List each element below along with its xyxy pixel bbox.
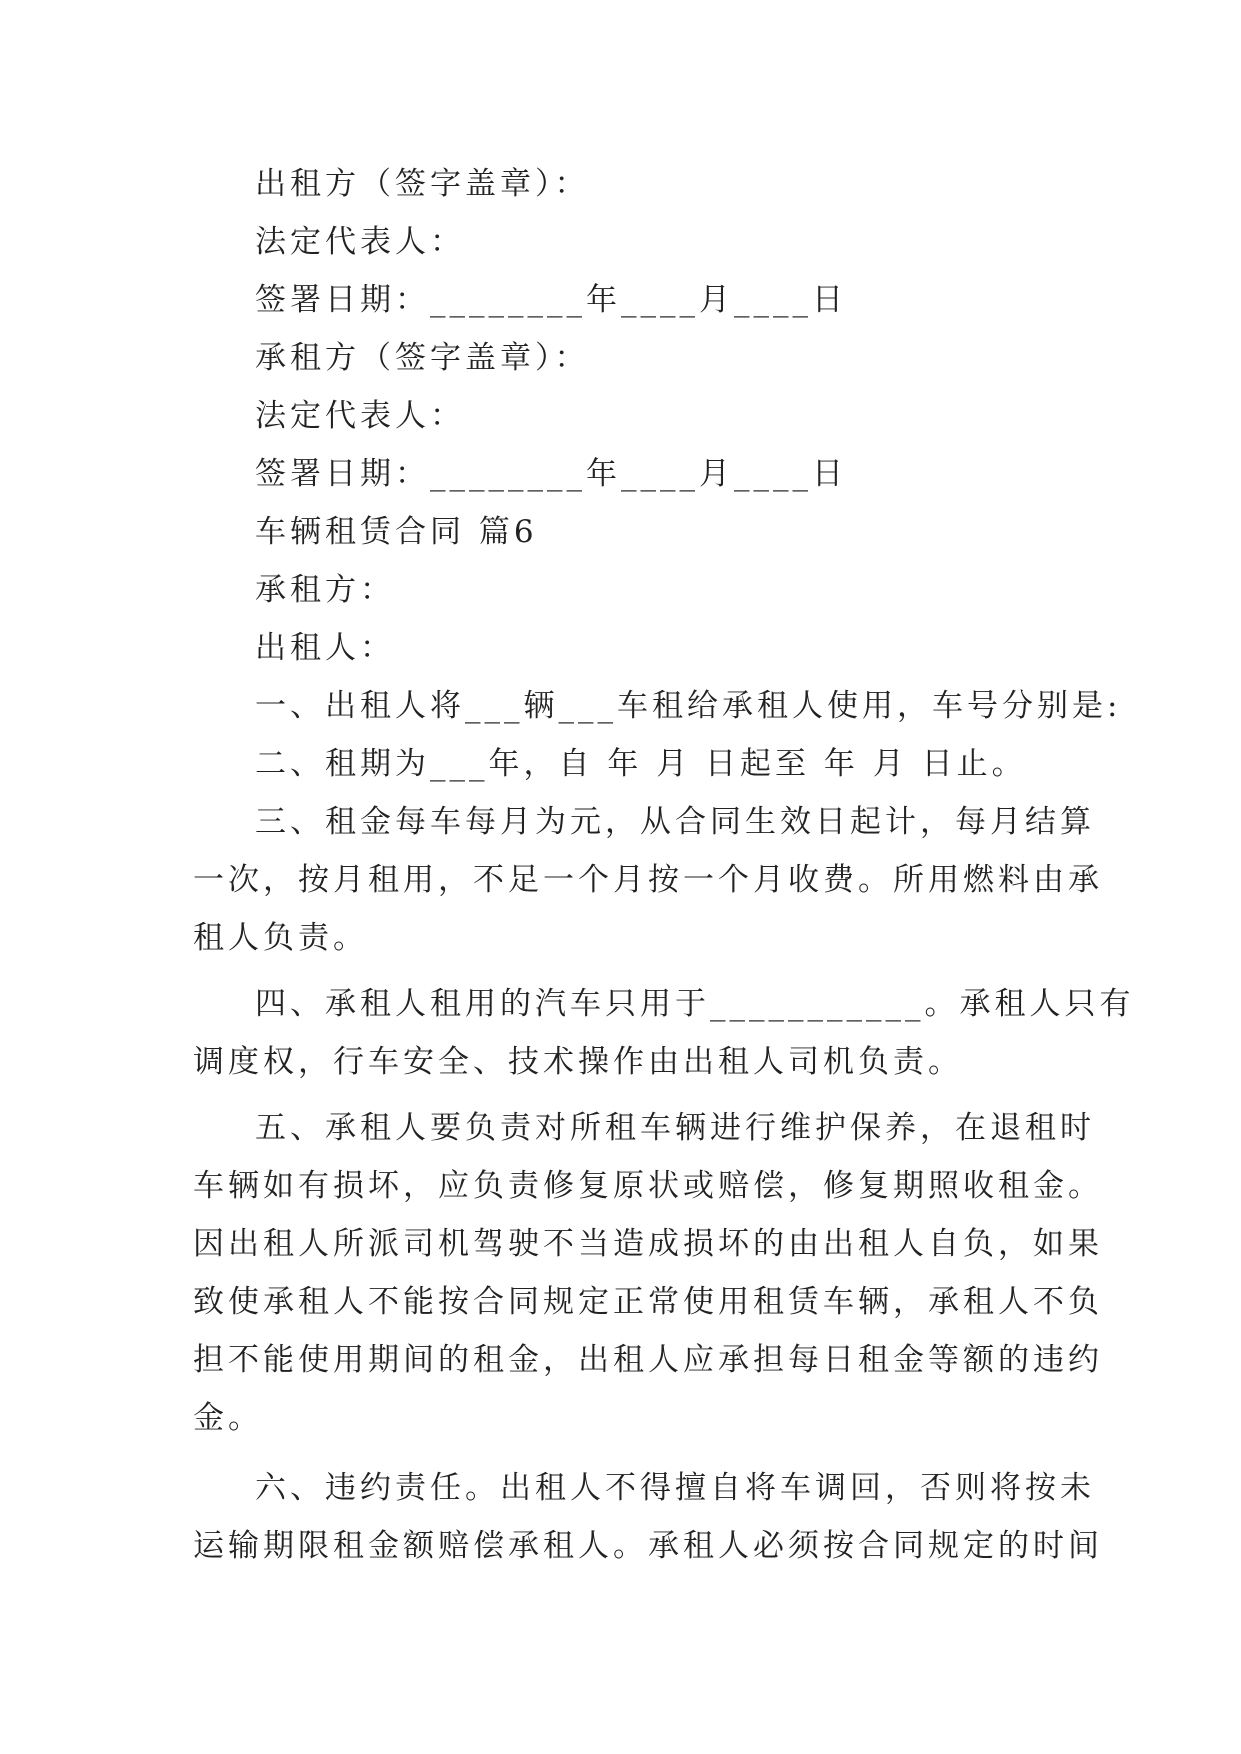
lessee-legal-rep-line: 法定代表人： (255, 398, 465, 434)
lessee-label: 承租方： (255, 572, 395, 608)
lessee-signature-line: 承租方（签字盖章）： (255, 340, 590, 376)
lessor-legal-rep-line: 法定代表人： (255, 224, 465, 260)
clause-5-line: 金。 (193, 1400, 263, 1436)
clause-4-line: 四、承租人租用的汽车只用于___________。承租人只有 (255, 986, 1135, 1022)
clause-6-line: 运输期限租金额赔偿承租人。承租人必须按合同规定的时间 (193, 1528, 1103, 1564)
section-title: 车辆租赁合同 篇6 (255, 514, 538, 550)
lessor-label: 出租人： (255, 630, 395, 666)
clause-3-line: 三、租金每车每月为元，从合同生效日起计，每月结算 (255, 804, 1095, 840)
clause-5-line: 致使承租人不能按合同规定正常使用租赁车辆，承租人不负 (193, 1284, 1103, 1320)
lessor-signature-line: 出租方（签字盖章）： (255, 166, 590, 202)
clause-5-line: 五、承租人要负责对所租车辆进行维护保养，在退租时 (255, 1110, 1095, 1146)
clause-3 (193, 793, 1103, 967)
clause-6-line: 六、违约责任。出租人不得擅自将车调回，否则将按未 (255, 1470, 1095, 1506)
lessor-sign-date-line: 签署日期：________年____月____日 (255, 282, 847, 318)
clause-4-line: 调度权，行车安全、技术操作由出租人司机负责。 (193, 1044, 963, 1080)
clause-3-line: 一次，按月租用，不足一个月按一个月收费。所用燃料由承 (193, 862, 1103, 898)
document-body (193, 155, 1135, 1575)
clause-3-line: 租人负责。 (193, 920, 368, 956)
clause-5-line: 担不能使用期间的租金，出租人应承担每日租金等额的违约 (193, 1342, 1103, 1378)
clause-5-line: 车辆如有损坏，应负责修复原状或赔偿，修复期照收租金。 (193, 1168, 1103, 1204)
clause-1: 一、出租人将___辆___车租给承租人使用，车号分别是: (255, 688, 1122, 724)
lessee-sign-date-line: 签署日期：________年____月____日 (255, 456, 847, 492)
clause-4 (193, 975, 1135, 1091)
clause-6 (193, 1459, 1103, 1575)
clause-5 (193, 1099, 1103, 1447)
clause-2: 二、租期为___年，自 年 月 日起至 年 月 日止。 (255, 746, 1027, 782)
clause-5-line: 因出租人所派司机驾驶不当造成损坏的由出租人自负，如果 (193, 1226, 1103, 1262)
